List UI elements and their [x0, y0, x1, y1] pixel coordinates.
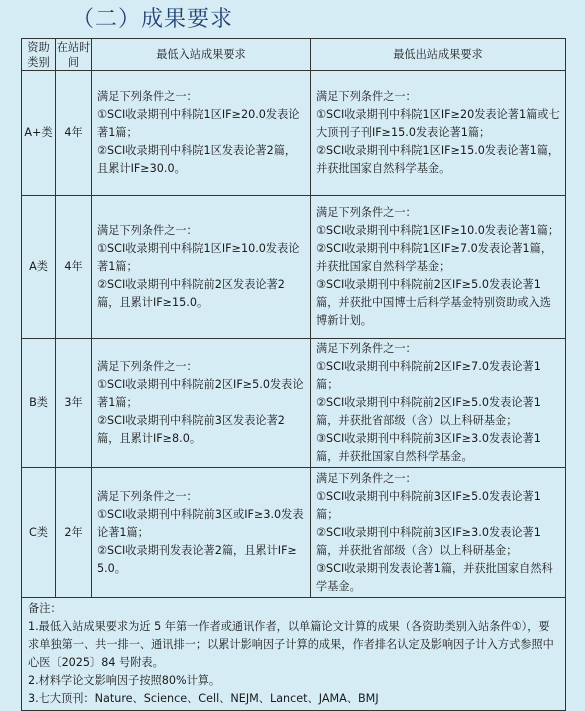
duration-cell: 4年 — [56, 196, 92, 339]
table-row — [22, 71, 566, 196]
exit-requirement-cell — [311, 196, 566, 339]
note-item: 2.材料学论文影响因子按照80%计算。 — [28, 674, 221, 687]
exit-requirement-line: ①SCI收录期刊中科院1区IF≥10.0发表论著1篇； — [316, 224, 560, 237]
table-header-row — [22, 39, 566, 71]
category-cell: A+类 — [22, 71, 56, 196]
exit-requirement-line: ③SCI收录期刊中科院前3区IF≥3.0发表论著1篇，并获批国家自然科学基金。 — [316, 432, 541, 463]
category-cell: B类 — [22, 339, 56, 468]
exit-requirement-line: ①SCI收录期刊中科院前3区IF≥5.0发表论著1篇； — [316, 489, 541, 521]
note-item: 1.最低入站成果要求为近 5 年第一作者或通讯作者，以单篇论文计算的成果（各资助类别入站条件①），要求单独第一、共一排一、通讯排一；以累计影响因子计算的成果，作者排名认定及影响因子计入方式参照中心医〔2025〕84 号附表。 — [28, 620, 554, 669]
exit-requirement-line: ③SCI收录期刊发表论著1篇，并获批国家自然科学基金。 — [316, 561, 553, 593]
entry-requirement-line: 满足下列条件之一： — [97, 90, 198, 103]
entry-requirement-line: ②SCI收录期刊中科院前2区发表论著2篇，且累计IF≥15.0。 — [97, 278, 285, 309]
entry-requirement-line: 满足下列条件之一： — [97, 224, 198, 237]
exit-requirement-cell — [311, 339, 566, 468]
exit-requirement-line: 满足下列条件之一： — [316, 342, 417, 355]
exit-requirement-cell — [311, 468, 566, 598]
category-cell: C类 — [22, 468, 56, 598]
entry-requirement-line: 满足下列条件之一： — [97, 360, 198, 373]
duration-cell: 2年 — [56, 468, 92, 598]
exit-requirement-line: 满足下列条件之一： — [316, 90, 417, 103]
exit-requirement-line: 满足下列条件之一： — [316, 471, 417, 485]
page-title: （二）成果要求 — [72, 7, 234, 32]
exit-requirement-line: ②SCI收录期刊中科院前2区IF≥5.0发表论著1篇，并获批省部级（含）以上科研基金； — [316, 396, 541, 427]
header-exit: 最低出站成果要求 — [311, 39, 566, 71]
notes-cell — [22, 598, 566, 711]
header-duration: 在站时间 — [56, 40, 91, 69]
entry-requirement-line: ①SCI收录期刊中科院前2区IF≥5.0发表论著1篇； — [97, 378, 304, 409]
exit-requirement-line: ②SCI收录期刊中科院1区IF≥7.0发表论著1篇，并获批国家自然科学基金； — [316, 242, 553, 273]
exit-requirement-line: ②SCI收录期刊中科院前3区IF≥3.0发表论著1篇，并获批省部级（含）以上科研基金； — [316, 525, 541, 557]
note-item: 3.七大顶刊：Nature、Science、Cell、NEJM、Lancet、JAMA、BMJ — [28, 692, 379, 705]
table-row — [22, 468, 566, 598]
entry-requirement-line: 满足下列条件之一： — [97, 489, 198, 503]
exit-requirement-line: ①SCI收录期刊中科院前2区IF≥7.0发表论著1篇； — [316, 360, 541, 391]
exit-requirement-line: ③SCI收录期刊中科院前2区IF≥5.0发表论著1篇，并获批中国博士后科学基金特别资助或入选博新计划。 — [316, 278, 551, 327]
entry-requirement-line: ②SCI收录期刊发表论著2篇，且累计IF≥5.0。 — [97, 543, 297, 575]
requirements-table — [21, 38, 566, 711]
entry-requirement-cell — [92, 468, 311, 598]
notes-heading: 备注： — [28, 602, 62, 615]
category-cell: A类 — [22, 196, 56, 339]
duration-cell: 4年 — [56, 71, 92, 196]
header-entry: 最低入站成果要求 — [92, 39, 311, 71]
entry-requirement-cell — [92, 339, 311, 468]
notes-row — [22, 598, 566, 711]
header-category: 资助类别 — [22, 39, 56, 71]
exit-requirement-line: ①SCI收录期刊中科院1区IF≥20发表论著1篇或七大顶刊子刊IF≥15.0发表论著1篇； — [316, 108, 560, 139]
entry-requirement-line: ①SCI收录期刊中科院前3区或IF≥3.0发表论著1篇； — [97, 507, 304, 539]
entry-requirement-line: ②SCI收录期刊中科院1区发表论著2篇，且累计IF≥30.0。 — [97, 144, 297, 175]
duration-cell: 3年 — [56, 339, 92, 468]
exit-requirement-line: ②SCI收录期刊中科院1区IF≥15.0发表论著1篇，并获批国家自然科学基金。 — [316, 144, 560, 175]
table-row — [22, 196, 566, 339]
table-row — [22, 339, 566, 468]
exit-requirement-line: 满足下列条件之一： — [316, 206, 417, 219]
exit-requirement-cell — [311, 71, 566, 196]
entry-requirement-cell — [92, 71, 311, 196]
entry-requirement-cell — [92, 196, 311, 339]
entry-requirement-line: ①SCI收录期刊中科院1区IF≥20.0发表论著1篇； — [97, 108, 300, 139]
entry-requirement-line: ②SCI收录期刊中科院前3区发表论著2篇，且累计IF≥8.0。 — [97, 414, 285, 445]
entry-requirement-line: ①SCI收录期刊中科院1区IF≥10.0发表论著1篇； — [97, 242, 300, 273]
